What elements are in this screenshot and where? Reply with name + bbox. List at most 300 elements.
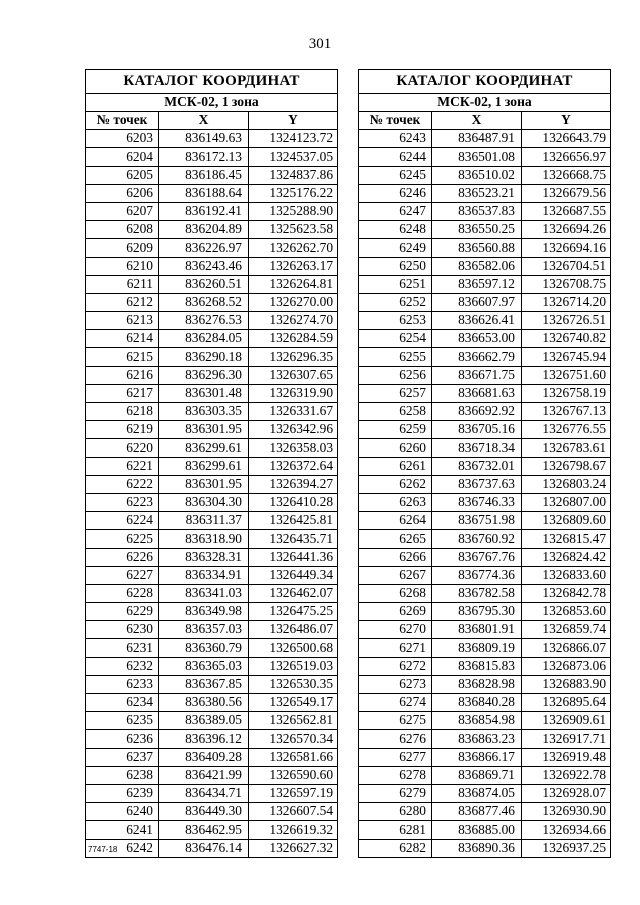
y-coordinate-cell: 1326687.55 xyxy=(522,202,611,220)
table-row xyxy=(359,275,611,293)
x-coordinate-cell: 836560.88 xyxy=(432,239,522,257)
y-coordinate-cell: 1326549.17 xyxy=(249,694,338,712)
table-row xyxy=(86,493,338,511)
table-row xyxy=(86,366,338,384)
x-coordinate-cell: 836828.98 xyxy=(432,675,522,693)
x-coordinate-cell: 836243.46 xyxy=(159,257,249,275)
y-coordinate-cell: 1326928.07 xyxy=(522,784,611,802)
table-row xyxy=(86,348,338,366)
y-coordinate-cell: 1326486.07 xyxy=(249,621,338,639)
point-number-cell: 6238 xyxy=(86,766,159,784)
table-row xyxy=(359,712,611,730)
table-row xyxy=(359,403,611,421)
x-coordinate-cell: 836840.28 xyxy=(432,694,522,712)
x-coordinate-cell: 836226.97 xyxy=(159,239,249,257)
y-coordinate-cell: 1324537.05 xyxy=(249,148,338,166)
table-row xyxy=(86,694,338,712)
x-coordinate-cell: 836681.63 xyxy=(432,384,522,402)
table-row xyxy=(86,584,338,602)
x-coordinate-cell: 836746.33 xyxy=(432,493,522,511)
point-number-cell: 6225 xyxy=(86,530,159,548)
table-row xyxy=(359,694,611,712)
x-coordinate-cell: 836311.37 xyxy=(159,512,249,530)
y-coordinate-cell: 1326263.17 xyxy=(249,257,338,275)
point-number-cell: 6256 xyxy=(359,366,432,384)
point-number-cell: 6266 xyxy=(359,548,432,566)
y-coordinate-cell: 1326643.79 xyxy=(522,130,611,148)
x-coordinate-cell: 836396.12 xyxy=(159,730,249,748)
x-coordinate-cell: 836692.92 xyxy=(432,403,522,421)
y-coordinate-cell: 1326704.51 xyxy=(522,257,611,275)
point-number-cell: 6227 xyxy=(86,566,159,584)
table-row xyxy=(359,784,611,802)
table-row xyxy=(359,657,611,675)
point-number-cell: 6220 xyxy=(86,439,159,457)
point-number-cell: 6275 xyxy=(359,712,432,730)
y-coordinate-cell: 1326262.70 xyxy=(249,239,338,257)
table-row xyxy=(359,330,611,348)
point-number-cell: 6244 xyxy=(359,148,432,166)
x-coordinate-cell: 836290.18 xyxy=(159,348,249,366)
point-number-cell: 6207 xyxy=(86,202,159,220)
y-coordinate-cell: 1326909.61 xyxy=(522,712,611,730)
x-coordinate-cell: 836299.61 xyxy=(159,439,249,457)
y-coordinate-cell: 1326714.20 xyxy=(522,293,611,311)
point-number-cell: 6255 xyxy=(359,348,432,366)
table-row xyxy=(86,839,338,857)
point-number-cell: 6203 xyxy=(86,130,159,148)
column-header-point-number: № точек xyxy=(359,112,432,130)
y-coordinate-cell: 1326798.67 xyxy=(522,457,611,475)
y-coordinate-cell: 1326803.24 xyxy=(522,475,611,493)
y-coordinate-cell: 1326776.55 xyxy=(522,421,611,439)
x-coordinate-cell: 836582.06 xyxy=(432,257,522,275)
point-number-cell: 6242 xyxy=(86,839,159,857)
y-coordinate-cell: 1326435.71 xyxy=(249,530,338,548)
table-row xyxy=(86,657,338,675)
table-row xyxy=(359,839,611,857)
point-number-cell: 6231 xyxy=(86,639,159,657)
table-row xyxy=(86,130,338,148)
x-coordinate-cell: 836653.00 xyxy=(432,330,522,348)
y-coordinate-cell: 1325288.90 xyxy=(249,202,338,220)
y-coordinate-cell: 1326809.60 xyxy=(522,512,611,530)
x-coordinate-cell: 836782.58 xyxy=(432,584,522,602)
table-row xyxy=(86,293,338,311)
x-coordinate-cell: 836301.48 xyxy=(159,384,249,402)
point-number-cell: 6204 xyxy=(86,148,159,166)
table-row xyxy=(359,293,611,311)
point-number-cell: 6243 xyxy=(359,130,432,148)
table-row xyxy=(359,730,611,748)
x-coordinate-cell: 836380.56 xyxy=(159,694,249,712)
point-number-cell: 6271 xyxy=(359,639,432,657)
table-row xyxy=(359,348,611,366)
x-coordinate-cell: 836523.21 xyxy=(432,184,522,202)
point-number-cell: 6219 xyxy=(86,421,159,439)
point-number-cell: 6279 xyxy=(359,784,432,802)
y-coordinate-cell: 1326656.97 xyxy=(522,148,611,166)
x-coordinate-cell: 836866.17 xyxy=(432,748,522,766)
catalog-subtitle: МСК-02, 1 зона xyxy=(359,94,611,112)
point-number-cell: 6268 xyxy=(359,584,432,602)
y-coordinate-cell: 1326930.90 xyxy=(522,803,611,821)
page-number: 301 xyxy=(308,36,332,52)
table-row xyxy=(86,312,338,330)
y-coordinate-cell: 1326358.03 xyxy=(249,439,338,457)
x-coordinate-cell: 836760.92 xyxy=(432,530,522,548)
x-coordinate-cell: 836550.25 xyxy=(432,221,522,239)
y-coordinate-cell: 1326873.06 xyxy=(522,657,611,675)
catalog-title: КАТАЛОГ КООРДИНАТ xyxy=(359,70,611,94)
y-coordinate-cell: 1326619.32 xyxy=(249,821,338,839)
point-number-cell: 6224 xyxy=(86,512,159,530)
column-header-y: Y xyxy=(249,112,338,130)
table-row xyxy=(359,493,611,511)
column-header-x: X xyxy=(159,112,249,130)
y-coordinate-cell: 1326694.26 xyxy=(522,221,611,239)
x-coordinate-cell: 836204.89 xyxy=(159,221,249,239)
point-number-cell: 6263 xyxy=(359,493,432,511)
x-coordinate-cell: 836357.03 xyxy=(159,621,249,639)
y-coordinate-cell: 1326824.42 xyxy=(522,548,611,566)
table-row xyxy=(86,821,338,839)
x-coordinate-cell: 836890.36 xyxy=(432,839,522,857)
table-row xyxy=(86,330,338,348)
catalog-rows xyxy=(86,130,338,858)
point-number-cell: 6213 xyxy=(86,312,159,330)
table-row xyxy=(86,275,338,293)
catalog-rows xyxy=(359,130,611,858)
column-header-y: Y xyxy=(522,112,611,130)
table-row xyxy=(359,312,611,330)
catalog-subtitle: МСК-02, 1 зона xyxy=(86,94,338,112)
y-coordinate-cell: 1326767.13 xyxy=(522,403,611,421)
point-number-cell: 6258 xyxy=(359,403,432,421)
point-number-cell: 6217 xyxy=(86,384,159,402)
x-coordinate-cell: 836172.13 xyxy=(159,148,249,166)
x-coordinate-cell: 836318.90 xyxy=(159,530,249,548)
y-coordinate-cell: 1326274.70 xyxy=(249,312,338,330)
point-number-cell: 6249 xyxy=(359,239,432,257)
y-coordinate-cell: 1326708.75 xyxy=(522,275,611,293)
table-row xyxy=(86,621,338,639)
y-coordinate-cell: 1325176.22 xyxy=(249,184,338,202)
y-coordinate-cell: 1326842.78 xyxy=(522,584,611,602)
y-coordinate-cell: 1326597.19 xyxy=(249,784,338,802)
y-coordinate-cell: 1326394.27 xyxy=(249,475,338,493)
y-coordinate-cell: 1326740.82 xyxy=(522,330,611,348)
y-coordinate-cell: 1326815.47 xyxy=(522,530,611,548)
x-coordinate-cell: 836260.51 xyxy=(159,275,249,293)
x-coordinate-cell: 836751.98 xyxy=(432,512,522,530)
table-row xyxy=(86,239,338,257)
x-coordinate-cell: 836501.08 xyxy=(432,148,522,166)
x-coordinate-cell: 836349.98 xyxy=(159,603,249,621)
table-row xyxy=(86,712,338,730)
point-number-cell: 6251 xyxy=(359,275,432,293)
table-row xyxy=(86,403,338,421)
x-coordinate-cell: 836301.95 xyxy=(159,475,249,493)
x-coordinate-cell: 836874.05 xyxy=(432,784,522,802)
table-row xyxy=(359,184,611,202)
y-coordinate-cell: 1324123.72 xyxy=(249,130,338,148)
point-number-cell: 6277 xyxy=(359,748,432,766)
table-row xyxy=(86,475,338,493)
point-number-cell: 6216 xyxy=(86,366,159,384)
x-coordinate-cell: 836597.12 xyxy=(432,275,522,293)
y-coordinate-cell: 1326859.74 xyxy=(522,621,611,639)
table-row xyxy=(359,603,611,621)
y-coordinate-cell: 1326307.65 xyxy=(249,366,338,384)
y-coordinate-cell: 1326425.81 xyxy=(249,512,338,530)
y-coordinate-cell: 1326783.61 xyxy=(522,439,611,457)
catalog-title: КАТАЛОГ КООРДИНАТ xyxy=(86,70,338,94)
y-coordinate-cell: 1326919.48 xyxy=(522,748,611,766)
point-number-cell: 6265 xyxy=(359,530,432,548)
table-row xyxy=(359,639,611,657)
table-row xyxy=(359,512,611,530)
table-row xyxy=(359,566,611,584)
table-row xyxy=(359,130,611,148)
table-row xyxy=(86,748,338,766)
table-row xyxy=(359,803,611,821)
point-number-cell: 6237 xyxy=(86,748,159,766)
point-number-cell: 6234 xyxy=(86,694,159,712)
table-row xyxy=(359,384,611,402)
table-row xyxy=(359,475,611,493)
y-coordinate-cell: 1326581.66 xyxy=(249,748,338,766)
y-coordinate-cell: 1326519.03 xyxy=(249,657,338,675)
x-coordinate-cell: 836365.03 xyxy=(159,657,249,675)
y-coordinate-cell: 1326570.34 xyxy=(249,730,338,748)
x-coordinate-cell: 836276.53 xyxy=(159,312,249,330)
table-row xyxy=(86,512,338,530)
table-row xyxy=(86,784,338,802)
y-coordinate-cell: 1326270.00 xyxy=(249,293,338,311)
x-coordinate-cell: 836476.14 xyxy=(159,839,249,857)
table-row xyxy=(359,748,611,766)
point-number-cell: 6239 xyxy=(86,784,159,802)
point-number-cell: 6260 xyxy=(359,439,432,457)
table-row xyxy=(86,530,338,548)
point-number-cell: 6241 xyxy=(86,821,159,839)
point-number-cell: 6276 xyxy=(359,730,432,748)
y-coordinate-cell: 1326866.07 xyxy=(522,639,611,657)
table-row xyxy=(86,421,338,439)
point-number-cell: 6270 xyxy=(359,621,432,639)
table-row xyxy=(359,166,611,184)
point-number-cell: 6272 xyxy=(359,657,432,675)
x-coordinate-cell: 836299.61 xyxy=(159,457,249,475)
y-coordinate-cell: 1326883.90 xyxy=(522,675,611,693)
point-number-cell: 6218 xyxy=(86,403,159,421)
x-coordinate-cell: 836296.30 xyxy=(159,366,249,384)
point-number-cell: 6274 xyxy=(359,694,432,712)
table-row xyxy=(86,184,338,202)
point-number-cell: 6262 xyxy=(359,475,432,493)
x-coordinate-cell: 836301.95 xyxy=(159,421,249,439)
table-row xyxy=(359,439,611,457)
x-coordinate-cell: 836718.34 xyxy=(432,439,522,457)
point-number-cell: 6267 xyxy=(359,566,432,584)
y-coordinate-cell: 1324837.86 xyxy=(249,166,338,184)
point-number-cell: 6222 xyxy=(86,475,159,493)
x-coordinate-cell: 836626.41 xyxy=(432,312,522,330)
y-coordinate-cell: 1326500.68 xyxy=(249,639,338,657)
y-coordinate-cell: 1326668.75 xyxy=(522,166,611,184)
x-coordinate-cell: 836303.35 xyxy=(159,403,249,421)
point-number-cell: 6206 xyxy=(86,184,159,202)
y-coordinate-cell: 1326284.59 xyxy=(249,330,338,348)
x-coordinate-cell: 836801.91 xyxy=(432,621,522,639)
table-row xyxy=(86,730,338,748)
x-coordinate-cell: 836449.30 xyxy=(159,803,249,821)
y-coordinate-cell: 1326726.51 xyxy=(522,312,611,330)
point-number-cell: 6247 xyxy=(359,202,432,220)
point-number-cell: 6215 xyxy=(86,348,159,366)
point-number-cell: 6232 xyxy=(86,657,159,675)
y-coordinate-cell: 1326331.67 xyxy=(249,403,338,421)
y-coordinate-cell: 1326758.19 xyxy=(522,384,611,402)
table-row xyxy=(359,257,611,275)
point-number-cell: 6233 xyxy=(86,675,159,693)
x-coordinate-cell: 836767.76 xyxy=(432,548,522,566)
table-row xyxy=(86,457,338,475)
coordinate-catalog-table-left xyxy=(85,69,338,858)
x-coordinate-cell: 836284.05 xyxy=(159,330,249,348)
y-coordinate-cell: 1326372.64 xyxy=(249,457,338,475)
y-coordinate-cell: 1326853.60 xyxy=(522,603,611,621)
table-row xyxy=(86,166,338,184)
table-row xyxy=(359,239,611,257)
x-coordinate-cell: 836462.95 xyxy=(159,821,249,839)
point-number-cell: 6209 xyxy=(86,239,159,257)
y-coordinate-cell: 1326530.35 xyxy=(249,675,338,693)
table-row xyxy=(359,366,611,384)
table-row xyxy=(359,202,611,220)
point-number-cell: 6280 xyxy=(359,803,432,821)
point-number-cell: 6264 xyxy=(359,512,432,530)
point-number-cell: 6210 xyxy=(86,257,159,275)
y-coordinate-cell: 1326441.36 xyxy=(249,548,338,566)
y-coordinate-cell: 1326917.71 xyxy=(522,730,611,748)
point-number-cell: 6223 xyxy=(86,493,159,511)
table-row xyxy=(86,257,338,275)
x-coordinate-cell: 836367.85 xyxy=(159,675,249,693)
point-number-cell: 6253 xyxy=(359,312,432,330)
x-coordinate-cell: 836149.63 xyxy=(159,130,249,148)
x-coordinate-cell: 836487.91 xyxy=(432,130,522,148)
x-coordinate-cell: 836774.36 xyxy=(432,566,522,584)
x-coordinate-cell: 836607.97 xyxy=(432,293,522,311)
point-number-cell: 6208 xyxy=(86,221,159,239)
x-coordinate-cell: 836328.31 xyxy=(159,548,249,566)
y-coordinate-cell: 1326745.94 xyxy=(522,348,611,366)
x-coordinate-cell: 836188.64 xyxy=(159,184,249,202)
x-coordinate-cell: 836186.45 xyxy=(159,166,249,184)
table-row xyxy=(86,221,338,239)
y-coordinate-cell: 1326590.60 xyxy=(249,766,338,784)
point-number-cell: 6226 xyxy=(86,548,159,566)
y-coordinate-cell: 1326751.60 xyxy=(522,366,611,384)
table-row xyxy=(359,821,611,839)
x-coordinate-cell: 836809.19 xyxy=(432,639,522,657)
y-coordinate-cell: 1325623.58 xyxy=(249,221,338,239)
x-coordinate-cell: 836863.23 xyxy=(432,730,522,748)
y-coordinate-cell: 1326694.16 xyxy=(522,239,611,257)
x-coordinate-cell: 836192.41 xyxy=(159,202,249,220)
y-coordinate-cell: 1326607.54 xyxy=(249,803,338,821)
table-row xyxy=(359,584,611,602)
point-number-cell: 6257 xyxy=(359,384,432,402)
table-row xyxy=(359,621,611,639)
x-coordinate-cell: 836869.71 xyxy=(432,766,522,784)
point-number-cell: 6282 xyxy=(359,839,432,857)
table-row xyxy=(359,421,611,439)
point-number-cell: 6259 xyxy=(359,421,432,439)
table-row xyxy=(359,457,611,475)
x-coordinate-cell: 836737.63 xyxy=(432,475,522,493)
y-coordinate-cell: 1326296.35 xyxy=(249,348,338,366)
table-row xyxy=(86,148,338,166)
y-coordinate-cell: 1326833.60 xyxy=(522,566,611,584)
point-number-cell: 6212 xyxy=(86,293,159,311)
point-number-cell: 6254 xyxy=(359,330,432,348)
table-row xyxy=(86,566,338,584)
x-coordinate-cell: 836815.83 xyxy=(432,657,522,675)
column-header-x: X xyxy=(432,112,522,130)
point-number-cell: 6214 xyxy=(86,330,159,348)
y-coordinate-cell: 1326922.78 xyxy=(522,766,611,784)
point-number-cell: 6278 xyxy=(359,766,432,784)
x-coordinate-cell: 836885.00 xyxy=(432,821,522,839)
y-coordinate-cell: 1326627.32 xyxy=(249,839,338,857)
point-number-cell: 6221 xyxy=(86,457,159,475)
table-row xyxy=(86,639,338,657)
point-number-cell: 6245 xyxy=(359,166,432,184)
footer-document-code: 7747-18 xyxy=(88,845,118,854)
y-coordinate-cell: 1326264.81 xyxy=(249,275,338,293)
y-coordinate-cell: 1326807.00 xyxy=(522,493,611,511)
table-row xyxy=(86,603,338,621)
point-number-cell: 6205 xyxy=(86,166,159,184)
point-number-cell: 6240 xyxy=(86,803,159,821)
y-coordinate-cell: 1326937.25 xyxy=(522,839,611,857)
x-coordinate-cell: 836268.52 xyxy=(159,293,249,311)
table-row xyxy=(86,384,338,402)
x-coordinate-cell: 836662.79 xyxy=(432,348,522,366)
point-number-cell: 6248 xyxy=(359,221,432,239)
table-row xyxy=(359,548,611,566)
table-row xyxy=(359,766,611,784)
x-coordinate-cell: 836334.91 xyxy=(159,566,249,584)
x-coordinate-cell: 836389.05 xyxy=(159,712,249,730)
x-coordinate-cell: 836537.83 xyxy=(432,202,522,220)
x-coordinate-cell: 836341.03 xyxy=(159,584,249,602)
x-coordinate-cell: 836360.79 xyxy=(159,639,249,657)
table-row xyxy=(86,202,338,220)
table-row xyxy=(359,675,611,693)
table-row xyxy=(359,148,611,166)
y-coordinate-cell: 1326895.64 xyxy=(522,694,611,712)
point-number-cell: 6273 xyxy=(359,675,432,693)
point-number-cell: 6229 xyxy=(86,603,159,621)
y-coordinate-cell: 1326562.81 xyxy=(249,712,338,730)
point-number-cell: 6281 xyxy=(359,821,432,839)
y-coordinate-cell: 1326475.25 xyxy=(249,603,338,621)
x-coordinate-cell: 836732.01 xyxy=(432,457,522,475)
